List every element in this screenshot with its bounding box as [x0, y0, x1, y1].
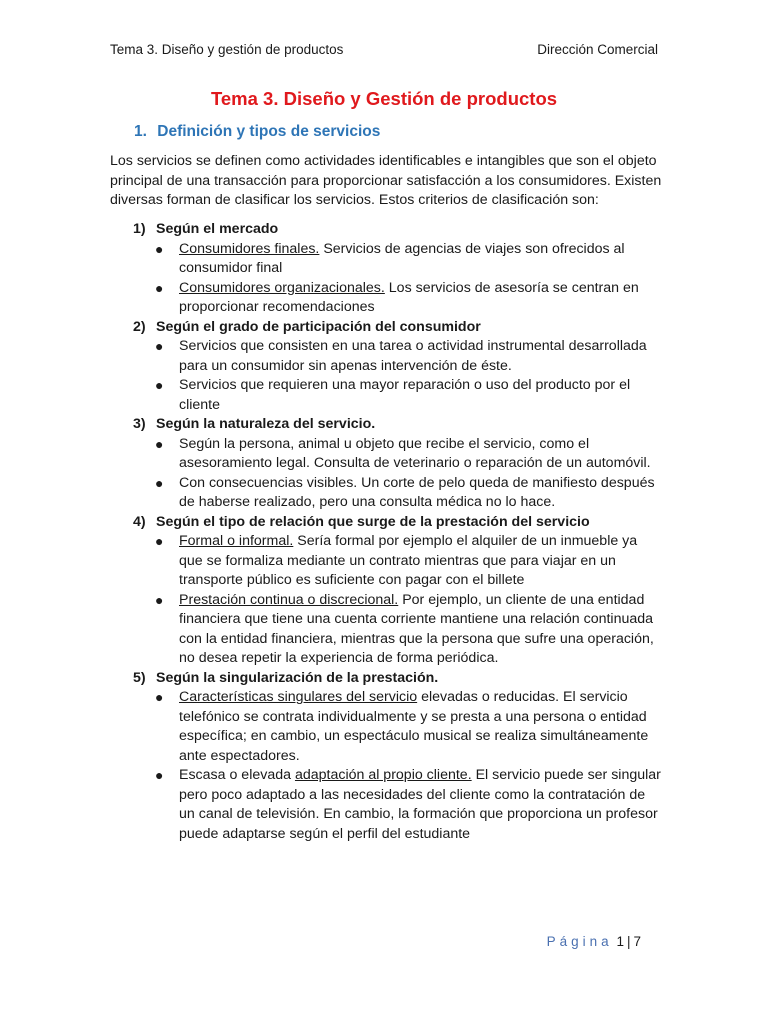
- item-text: Con consecuencias visibles. Un corte de pelo queda de manifiesto después de haberse realizado, pero una consulta médica no lo hace.: [179, 474, 655, 510]
- section-number: 1.: [134, 123, 147, 140]
- criterion-item: [133, 318, 663, 416]
- criterion-title: [133, 669, 663, 689]
- item-text: Servicios que consisten en una tarea o actividad instrumental desarrollada para un consumidor sin apenas intervención de éste.: [179, 338, 647, 374]
- bullet-icon: ●: [155, 377, 164, 393]
- bullet-icon: ●: [155, 767, 164, 783]
- criterion-number: 2): [133, 318, 146, 335]
- item-term: Prestación continua o discrecional.: [179, 591, 399, 608]
- criterion-item: [133, 220, 663, 318]
- bullet-icon: ●: [155, 279, 164, 296]
- item-term: Consumidores organizacionales.: [179, 279, 385, 296]
- bullet-icon: ●: [155, 240, 164, 257]
- criterion-title-text: Según la naturaleza del servicio.: [156, 416, 376, 432]
- running-header: [110, 42, 658, 57]
- document-title: Tema 3. Diseño y Gestión de productos: [210, 88, 558, 109]
- item-text: Servicios que requieren una mayor reparación o uso del producto por el cliente: [179, 377, 631, 413]
- bullet-icon: ●: [155, 591, 164, 608]
- criterion-number: 5): [133, 669, 146, 686]
- criterion-title-text: Según el mercado: [156, 221, 279, 237]
- item-text: Sería formal por ejemplo el alquiler de un inmueble ya que se formaliza mediante un contrato mientras que para viajar en un transporte público es suficiente con pagar con el billete: [179, 533, 638, 588]
- list-item: [155, 279, 663, 318]
- list-item: [155, 376, 663, 415]
- criterion-subitems: [133, 688, 663, 844]
- bullet-icon: ●: [155, 338, 164, 354]
- item-prefix: Escasa o elevada: [179, 767, 295, 783]
- criterion-title: [133, 220, 663, 240]
- criteria-list: [133, 220, 663, 844]
- list-item: [155, 337, 663, 376]
- list-item: [155, 532, 663, 591]
- page-label: Página: [546, 934, 613, 949]
- criterion-title: [133, 513, 663, 533]
- item-text: elevadas o reducidas. El servicio telefónico se contrata individualmente y se presta a una persona o entidad específica; en cambio, un espectáculo musical se realiza simultáneamente ante espectadores.: [179, 689, 649, 764]
- list-item: [155, 240, 663, 279]
- criterion-subitems: [133, 240, 663, 318]
- header-right-text: Dirección Comercial: [537, 42, 658, 57]
- page-number: 1: [616, 934, 624, 949]
- item-text: Según la persona, animal u objeto que recibe el servicio, como el asesoramiento legal. Consulta de veterinario o reparación de un automóvil.: [179, 435, 651, 471]
- criterion-subitems: [133, 532, 663, 669]
- item-text: Los servicios de asesoría se centran en proporcionar recomendaciones: [179, 279, 639, 315]
- criterion-subitems: [133, 337, 663, 415]
- bullet-icon: ●: [155, 689, 164, 705]
- criterion-title: [133, 318, 663, 338]
- item-term: Consumidores finales.: [179, 240, 320, 257]
- criterion-item: [133, 415, 663, 513]
- list-item: [155, 766, 663, 844]
- page-footer: [547, 934, 641, 949]
- criterion-number: 4): [133, 513, 146, 530]
- criterion-item: [133, 513, 663, 669]
- criterion-title-text: Según el tipo de relación que surge de la prestación del servicio: [156, 513, 590, 530]
- criterion-title: [133, 415, 663, 435]
- section-heading-text: Definición y tipos de servicios: [157, 123, 381, 140]
- item-text: El servicio puede ser singular pero poco adaptado a las necesidades del cliente como la contratación de un canal de televisión. En cambio, la formación que proporciona un profesor puede adaptarse según el perfil del estudiante: [179, 767, 661, 842]
- list-item: [155, 435, 663, 474]
- header-left-text: Tema 3. Diseño y gestión de productos: [110, 42, 344, 57]
- bullet-icon: ●: [155, 435, 164, 452]
- criterion-title-text: Según la singularización de la prestación.: [156, 669, 439, 686]
- page-total: 7: [633, 934, 641, 949]
- bullet-icon: ●: [155, 533, 164, 549]
- criterion-title-text: Según el grado de participación del consumidor: [156, 318, 481, 335]
- bullet-icon: ●: [155, 474, 164, 491]
- criterion-number: 1): [133, 221, 146, 237]
- criterion-item: [133, 669, 663, 845]
- criterion-subitems: [133, 435, 663, 513]
- item-text: Servicios de agencias de viajes son ofrecidos al consumidor final: [179, 240, 625, 276]
- item-term: adaptación al propio cliente.: [294, 767, 472, 783]
- list-item: [155, 474, 663, 513]
- item-term: Formal o informal.: [179, 533, 294, 549]
- criterion-number: 3): [133, 416, 146, 432]
- section-heading: [134, 123, 380, 141]
- list-item: [155, 591, 663, 669]
- item-text: Por ejemplo, un cliente de una entidad financiera que tiene una cuenta corriente mantiene una relación continuada con la entidad financiera, mientras que la persona que sufre una operación, no desea repetir la experiencia de forma periódica.: [179, 591, 654, 666]
- item-term: Características singulares del servicio: [179, 689, 418, 705]
- page-separator: |: [626, 934, 631, 949]
- intro-paragraph: Los servicios se definen como actividades identificables e intangibles que son el objeto principal de una transacción para proporcionar satisfacción a los consumidores. Existen diversas forman de clasificar los servicios. Estos criterios de clasificación son:: [110, 153, 662, 208]
- list-item: [155, 688, 663, 766]
